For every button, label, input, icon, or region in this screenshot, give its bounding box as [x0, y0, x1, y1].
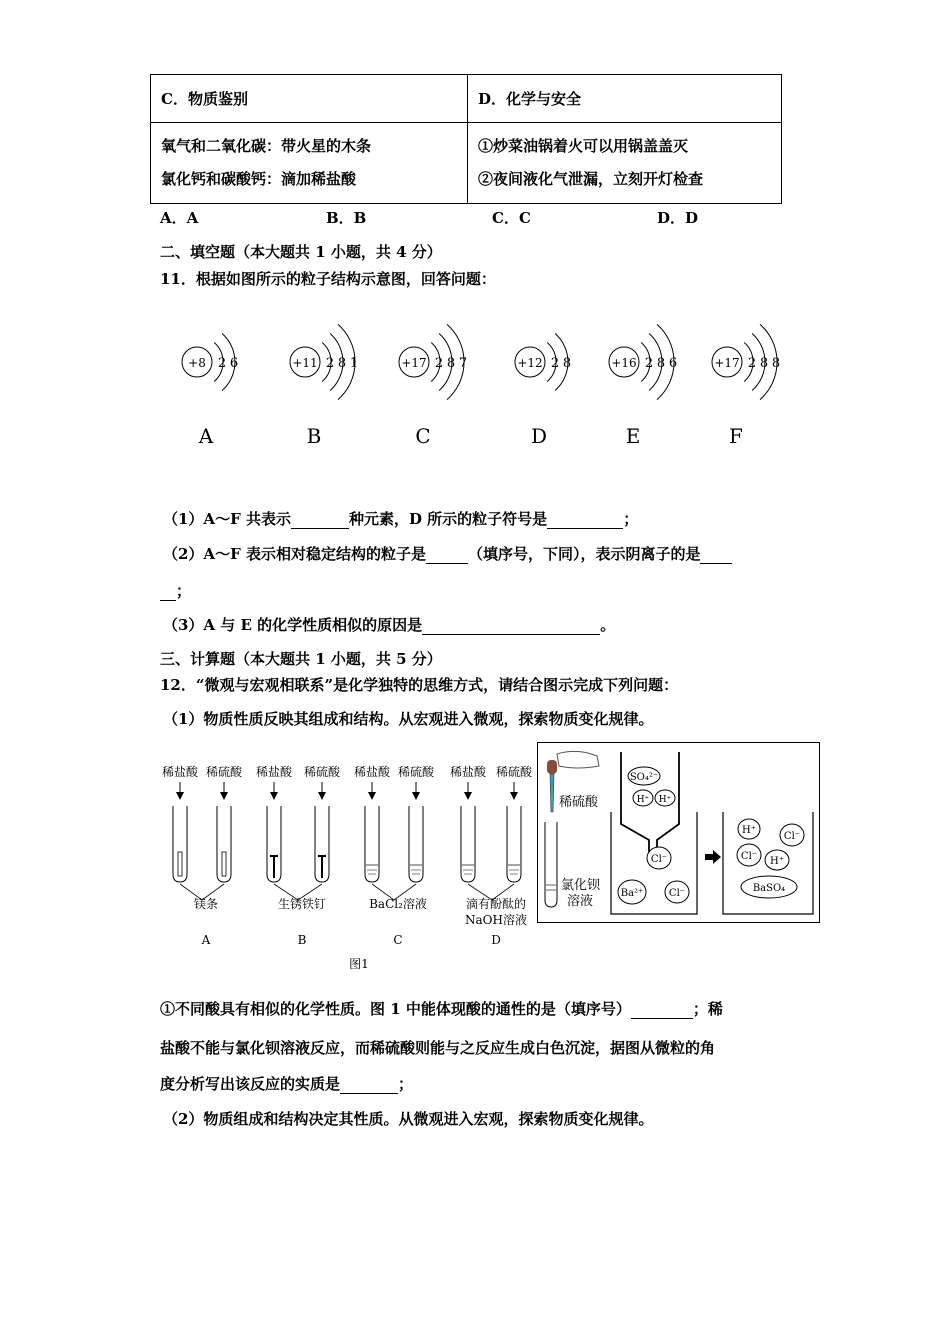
q12-para1-text-a: ①不同酸具有相似的化学性质。图 1 中能体现酸的通性的是（填序号）	[160, 1000, 631, 1018]
choice-b[interactable]: B．B	[326, 209, 367, 227]
arrow-icon	[705, 850, 721, 864]
svg-text:SO₄²⁻: SO₄²⁻	[629, 772, 659, 783]
particle-E	[609, 324, 677, 448]
ion	[647, 847, 671, 869]
electron-count: 8	[446, 356, 456, 371]
acid-label: 稀盐酸	[353, 765, 391, 779]
test-tube	[496, 764, 533, 882]
svg-text:BaSO₄: BaSO₄	[752, 883, 786, 894]
arrow-down-icon	[464, 792, 472, 800]
test-tube	[162, 764, 199, 882]
nucleus-charge: +17	[714, 356, 740, 370]
q12-stem: 12．“微观与宏观相联系”是化学独特的思维方式，请结合图示完成下列问题：	[160, 676, 679, 694]
svg-text:H⁺: H⁺	[742, 825, 756, 836]
particle-D	[515, 334, 571, 449]
group-label: B	[297, 933, 307, 947]
electron-count: 2	[550, 356, 560, 371]
acid-label: 稀盐酸	[161, 765, 199, 779]
hand-icon	[557, 751, 599, 768]
ion	[737, 844, 761, 866]
figure-caption: 图1	[349, 957, 369, 971]
option-c-line1: 氧气和二氧化碳：带火星的木条	[161, 137, 372, 155]
reagent-label: NaOH溶液	[465, 913, 527, 927]
ion	[780, 824, 804, 846]
ion	[628, 767, 660, 785]
q11-sub3-text-b: 。	[600, 616, 616, 634]
svg-text:Cl⁻: Cl⁻	[668, 888, 686, 899]
svg-text:H⁺: H⁺	[636, 795, 650, 805]
electron-count: 7	[458, 356, 468, 371]
q11-sub2-text-c: ；	[176, 582, 192, 600]
electron-count: 8	[562, 356, 572, 371]
magnesium-strip	[178, 852, 182, 876]
electron-count: 8	[759, 356, 769, 371]
arrow-down-icon	[412, 792, 420, 800]
q11-sub3-text-a: （3）A 与 E 的化学性质相似的原因是	[163, 616, 423, 634]
electron-count: 8	[337, 356, 347, 371]
option-d-content	[468, 123, 782, 204]
nucleus-charge: +8	[188, 356, 206, 370]
q11-sub2	[163, 543, 732, 564]
svg-text:Cl⁻: Cl⁻	[783, 831, 801, 842]
arrow-down-icon	[220, 792, 228, 800]
reagent-label: 滴有酚酞的	[465, 897, 527, 911]
q11-sub1	[163, 508, 638, 529]
answer-blank[interactable]	[160, 582, 176, 601]
option-d-line1: ①炒菜油锅着火可以用锅盖盖灭	[478, 137, 689, 155]
test-tube	[206, 764, 243, 882]
arrow-down-icon	[318, 792, 326, 800]
svg-text:Cl⁻: Cl⁻	[740, 851, 758, 862]
acid-label: 稀硫酸	[397, 765, 435, 779]
nucleus-charge: +12	[517, 356, 543, 370]
q11-sub2-cont	[160, 580, 191, 601]
particle-label: E	[625, 424, 641, 448]
rusty-nail	[318, 856, 326, 878]
options-table	[150, 74, 782, 204]
electron-count: 2	[217, 356, 227, 371]
q12-para3	[160, 1073, 413, 1094]
option-d-line2: ②夜间液化气泄漏，立刻开灯检查	[478, 170, 704, 188]
test-tube	[398, 764, 435, 882]
group-label: A	[201, 933, 211, 947]
q11-stem: 11．根据如图所示的粒子结构示意图，回答问题：	[160, 270, 496, 288]
q11-sub1-text-c: ；	[623, 510, 639, 528]
reagent-label: 镁条	[193, 897, 219, 911]
reagent-label: BaCl₂溶液	[369, 897, 427, 911]
acid-label: 稀硫酸	[205, 765, 243, 779]
q12-para2: 盐酸不能与氯化钡溶液反应，而稀硫酸则能与之反应生成白色沉淀，据图从微粒的角	[160, 1039, 716, 1057]
ion	[618, 880, 646, 904]
particle-label: A	[198, 424, 214, 448]
svg-text:H⁺: H⁺	[658, 795, 672, 805]
electron-count: 8	[771, 356, 781, 371]
test-tube	[304, 764, 341, 882]
q12-sub2: （2）物质组成和结构决定其性质。从微观进入宏观，探索物质变化规律。	[163, 1110, 654, 1128]
svg-text:Cl⁻: Cl⁻	[650, 854, 668, 865]
beaker-label-2: 溶液	[567, 894, 594, 909]
choice-a[interactable]: A．A	[160, 209, 199, 227]
group-label: D	[491, 933, 501, 947]
electron-count: 6	[668, 356, 678, 371]
ion	[655, 790, 675, 806]
arrow-down-icon	[270, 792, 278, 800]
test-tube	[256, 764, 293, 882]
nucleus-charge: +16	[611, 356, 637, 370]
svg-text:Ba²⁺: Ba²⁺	[620, 888, 644, 899]
section3-title: 三、计算题（本大题共 1 小题，共 5 分）	[160, 650, 442, 668]
option-d-header: D．化学与安全	[468, 75, 782, 123]
small-tube	[545, 822, 557, 907]
test-tube	[354, 764, 391, 882]
nucleus-charge: +17	[401, 356, 427, 370]
arrow-down-icon	[510, 792, 518, 800]
answer-blank[interactable]	[631, 1000, 693, 1019]
svg-text:H⁺: H⁺	[770, 856, 784, 867]
particle-label: D	[530, 424, 548, 448]
ion	[665, 881, 689, 903]
choice-d[interactable]: D．D	[657, 209, 699, 227]
reagent-label: 生锈铁钉	[277, 897, 327, 911]
rusty-nail	[270, 856, 278, 878]
ion	[741, 876, 797, 898]
ion	[738, 819, 760, 839]
test-tube	[450, 764, 487, 882]
q12-para3-text-b: ；	[398, 1075, 414, 1093]
particle-C	[399, 324, 467, 448]
magnesium-strip	[222, 852, 226, 876]
electron-count: 2	[325, 356, 335, 371]
option-c-line2: 氯化钙和碳酸钙：滴加稀盐酸	[161, 170, 357, 188]
answer-blank[interactable]	[547, 510, 623, 529]
beaker-label-1: 氯化钡	[561, 878, 601, 893]
answer-blank[interactable]	[340, 1075, 398, 1094]
group-label: C	[393, 933, 403, 947]
dropper-icon	[550, 774, 554, 812]
arrow-down-icon	[176, 792, 184, 800]
electron-count: 2	[747, 356, 757, 371]
particle-label: F	[729, 424, 743, 448]
figure1-tubes	[152, 752, 542, 977]
electron-count: 2	[644, 356, 654, 371]
option-c-header: C．物质鉴别	[151, 75, 468, 123]
answer-blank[interactable]	[426, 545, 468, 564]
ion	[633, 790, 653, 806]
answer-blank[interactable]	[291, 510, 349, 529]
q11-sub3	[163, 614, 615, 635]
q11-sub2-text-a: （2）A～F 表示相对稳定结构的粒子是	[163, 545, 426, 563]
q12-para1	[160, 998, 723, 1019]
section2-title: 二、填空题（本大题共 1 小题，共 4 分）	[160, 243, 442, 261]
dropper-label: 稀硫酸	[559, 795, 599, 810]
electron-count: 1	[349, 356, 359, 371]
acid-label: 稀硫酸	[495, 765, 533, 779]
q12-sub1: （1）物质性质反映其组成和结构。从宏观进入微观，探索物质变化规律。	[163, 710, 654, 728]
q11-sub1-text-b: 种元素，D 所示的粒子符号是	[348, 510, 548, 528]
acid-label: 稀硫酸	[303, 765, 341, 779]
particle-B	[290, 324, 358, 448]
q12-para3-text-a: 度分析写出该反应的实质是	[160, 1075, 341, 1093]
answer-blank[interactable]	[700, 545, 732, 564]
particle-label: B	[306, 424, 322, 448]
electron-count: 2	[434, 356, 444, 371]
q12-para1-text-b: ；稀	[692, 1000, 723, 1018]
acid-label: 稀盐酸	[449, 765, 487, 779]
q11-sub2-text-b: （填序号，下同），表示阴离子的是	[467, 545, 701, 563]
answer-blank[interactable]	[422, 616, 600, 635]
particle-A	[182, 334, 238, 449]
q11-sub1-text-a: （1）A～F 共表示	[163, 510, 291, 528]
dropper-bulb-icon	[547, 760, 557, 774]
electron-count: 6	[229, 356, 239, 371]
ion	[765, 850, 789, 870]
choice-c[interactable]: C．C	[492, 209, 531, 227]
arrow-down-icon	[368, 792, 376, 800]
nucleus-charge: +11	[292, 356, 318, 370]
figure1-micro	[537, 742, 821, 926]
option-c-content	[151, 123, 468, 204]
particle-F	[712, 324, 780, 448]
particle-label: C	[415, 424, 431, 448]
particle-diagrams	[150, 300, 810, 470]
acid-label: 稀盐酸	[255, 765, 293, 779]
electron-count: 8	[656, 356, 666, 371]
